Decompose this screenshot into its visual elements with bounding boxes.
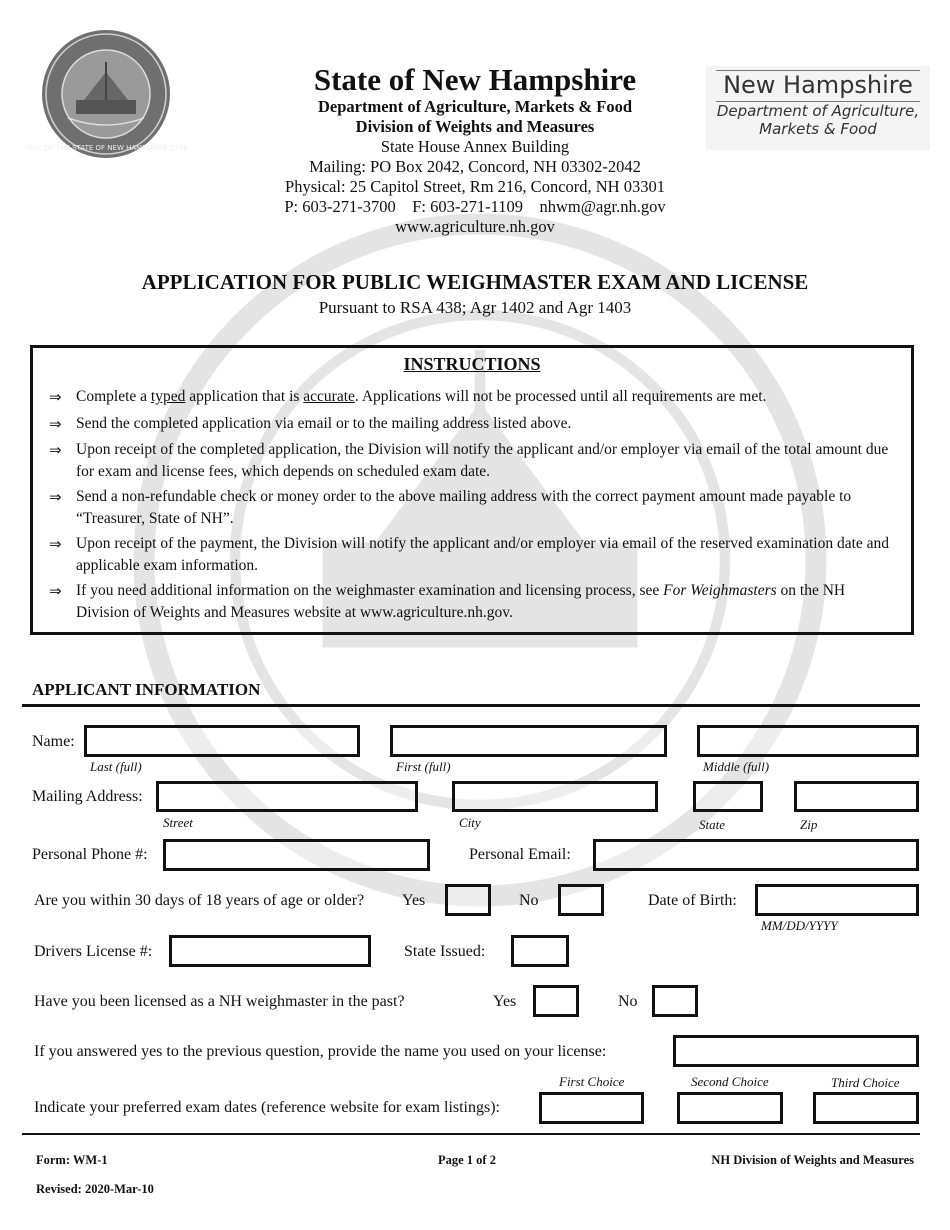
instruction-text: Upon receipt of the completed application, the Division will notify the applicant and/or employer via email of the total amount due for exam and license fees, which depends on scheduled exam date.	[76, 441, 889, 480]
age-yes-checkbox[interactable]	[445, 884, 491, 916]
instructions-box	[30, 345, 914, 635]
first-choice-caption: First Choice	[559, 1074, 625, 1089]
age-no-label: No	[519, 892, 539, 909]
arrow-icon: ⇒	[49, 388, 62, 406]
first-name-input[interactable]	[390, 725, 667, 757]
mailing-address: Mailing: PO Box 2042, Concord, NH 03302-2042	[309, 157, 641, 176]
arrow-icon: ⇒	[49, 582, 62, 600]
svg-text:SEAL OF THE STATE OF NEW HAMPS: SEAL OF THE STATE OF NEW HAMPSHIRE 1776	[24, 144, 188, 152]
exam-dates-question: Indicate your preferred exam dates (reference website for exam listings):	[34, 1099, 500, 1116]
arrow-icon: ⇒	[49, 441, 62, 459]
section-title-applicant: APPLICANT INFORMATION	[32, 680, 261, 699]
instruction-text: on the NH Division of Weights and Measures website at www.agriculture.nh.gov.	[76, 582, 846, 621]
licensed-no-label: No	[618, 993, 638, 1010]
instruction-text: If you need additional information on the weighmaster examination and licensing process, see	[76, 582, 664, 599]
third-choice-caption: Third Choice	[831, 1075, 900, 1090]
footer-divider	[22, 1133, 920, 1135]
dob-hint: MM/DD/YYYY	[761, 918, 838, 933]
page-title: State of New Hampshire	[313, 62, 637, 97]
footer-division: NH Division of Weights and Measures	[711, 1153, 914, 1167]
instruction-text: Send the completed application via email or to the mailing address listed above.	[76, 415, 572, 432]
form-subtitle: Pursuant to RSA 438; Agr 1402 and Agr 1403	[318, 298, 632, 317]
licensed-question: Have you been licensed as a NH weighmaster in the past?	[34, 993, 405, 1010]
street-caption: Street	[163, 815, 193, 830]
licensed-yes-checkbox[interactable]	[533, 985, 579, 1017]
zip-caption: Zip	[800, 817, 818, 832]
instruction-text: Upon receipt of the payment, the Division will notify the applicant and/or employer via email of the reserved examination date and applicable exam information.	[76, 535, 890, 574]
instruction-text-typed: typed	[150, 388, 186, 405]
mailing-address-label: Mailing Address:	[32, 788, 143, 805]
previous-name-question: If you answered yes to the previous question, provide the name you used on your license:	[34, 1043, 607, 1060]
division-name: Division of Weights and Measures	[355, 117, 595, 136]
licensed-no-checkbox[interactable]	[652, 985, 698, 1017]
state-issued-input[interactable]	[511, 935, 569, 967]
last-name-caption: Last (full)	[90, 759, 142, 774]
logo-line1: Department of Agriculture,	[716, 102, 920, 120]
street-input[interactable]	[156, 781, 418, 812]
middle-name-input[interactable]	[697, 725, 919, 757]
zip-input[interactable]	[794, 781, 919, 812]
city-caption: City	[459, 815, 481, 830]
page-number: Page 1 of 2	[438, 1153, 496, 1167]
arrow-icon: ⇒	[49, 488, 62, 506]
section-divider	[22, 704, 920, 707]
middle-name-caption: Middle (full)	[703, 759, 770, 774]
logo-line2: Markets & Food	[759, 120, 877, 138]
state-caption: State	[699, 817, 725, 832]
previous-name-input[interactable]	[673, 1035, 919, 1067]
dob-input[interactable]	[755, 884, 919, 916]
instruction-text: Complete a	[76, 388, 151, 405]
nh-agriculture-logo	[706, 66, 930, 150]
licensed-yes-label: Yes	[493, 993, 517, 1010]
exam-date-first-input[interactable]	[539, 1092, 644, 1124]
drivers-license-input[interactable]	[169, 935, 371, 967]
instruction-text: application that is	[185, 388, 304, 405]
instruction-text: Send a non-refundable check or money order to the above mailing address with the correct payment amount made payable to “Treasurer, State of NH”.	[76, 488, 852, 527]
contact-info: P: 603-271-3700 F: 603-271-1109 nhwm@agr.nh.gov	[284, 197, 666, 216]
phone-label: Personal Phone #:	[32, 846, 148, 863]
revised-date: Revised: 2020-Mar-10	[36, 1182, 154, 1196]
email-label: Personal Email:	[469, 846, 571, 863]
state-issued-label: State Issued:	[404, 943, 486, 960]
email-input[interactable]	[593, 839, 919, 871]
instruction-text-for-weighmasters: For Weighmasters	[663, 582, 777, 599]
state-seal-icon	[24, 28, 188, 160]
form-number: Form: WM-1	[36, 1153, 108, 1167]
department-name: Department of Agriculture, Markets & Food	[317, 97, 633, 116]
dob-label: Date of Birth:	[648, 892, 737, 909]
phone-input[interactable]	[163, 839, 430, 871]
age-yes-label: Yes	[402, 892, 426, 909]
instruction-text: . Applications will not be processed until all requirements are met.	[354, 388, 767, 405]
exam-date-third-input[interactable]	[813, 1092, 919, 1124]
age-no-checkbox[interactable]	[558, 884, 604, 916]
name-label: Name:	[32, 733, 75, 750]
last-name-input[interactable]	[84, 725, 360, 757]
building-name: State House Annex Building	[380, 137, 570, 156]
instruction-text-accurate: accurate	[303, 388, 355, 405]
drivers-license-label: Drivers License #:	[34, 943, 153, 960]
website: www.agriculture.nh.gov	[395, 217, 555, 236]
age-question: Are you within 30 days of 18 years of age or older?	[34, 892, 365, 909]
first-name-caption: First (full)	[396, 759, 451, 774]
instructions-title: INSTRUCTIONS	[403, 354, 541, 374]
arrow-icon: ⇒	[49, 535, 62, 553]
logo-name: New Hampshire	[716, 70, 920, 102]
second-choice-caption: Second Choice	[691, 1074, 769, 1089]
arrow-icon: ⇒	[49, 415, 62, 433]
physical-address: Physical: 25 Capitol Street, Rm 216, Concord, NH 03301	[285, 177, 665, 196]
state-input[interactable]	[693, 781, 763, 812]
exam-date-second-input[interactable]	[677, 1092, 783, 1124]
city-input[interactable]	[452, 781, 658, 812]
form-title: APPLICATION FOR PUBLIC WEIGHMASTER EXAM AND LICENSE	[141, 270, 809, 294]
